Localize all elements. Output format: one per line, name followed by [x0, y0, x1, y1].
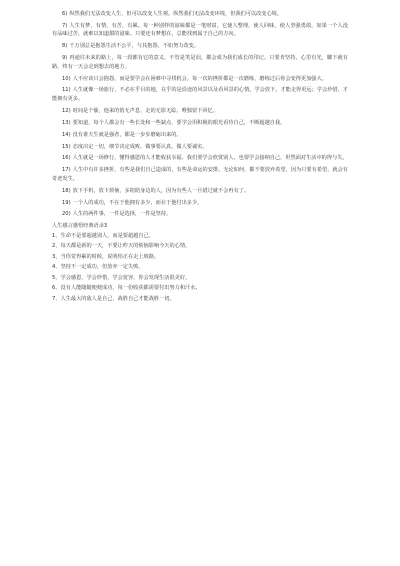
- list-item: 1、生命不是要超越别人，而是要超越自己。: [52, 232, 154, 239]
- paragraph: 9) 再通往未来的路上，每一段都有它的意义，不管是笑是泪，都会成为我们成长的印记。只要肯坚持，心里有光，脚下就有路，终有一天会走到想去的地方。: [52, 55, 348, 70]
- section-heading: 人生感言感悟经典语录3: [52, 223, 108, 230]
- paragraph: 12) 时间是个偷，他来的悄无声息，走的无影无踪，唯独留下回忆。: [62, 107, 218, 114]
- paragraph: 11) 人生就像一场旅行，不必在乎目的地，在乎的是沿途的风景以及看风景的心情。学会放下，才能走得更远；学会珍惜，才能拥有更多。: [52, 87, 348, 102]
- paragraph: 7) 人生有梦，有情，有苦，有累。每一种别样的滋味都是一笔财富，它使人整理，使人回味，使人坚强勇敢。如果一个人没有品味过苦，就难以知道甜的滋味。只要还有梦想在，总能找到属于自己的方向。: [52, 22, 348, 38]
- paragraph: 16) 人生就是一场修行，懂得感恩的人才能收获幸福。我们要学会欣赏别人，也要学会接纳自己，坦然面对生活中的得与失。: [62, 155, 348, 162]
- list-item: 5、学会感恩，学会珍惜，学会宽容，你会发现生活很美好。: [52, 274, 191, 281]
- list-item: 4、坚持不一定成功，但放弃一定失败。: [52, 264, 144, 271]
- list-item: 2、每天都是新的一天，不要让昨天的烦恼影响今天的心情。: [52, 243, 191, 250]
- paragraph-list: [52, 10, 348, 219]
- paragraph: 15) 态度决定一切，细节决定成败。做事要认真，做人要诚实。: [62, 143, 208, 150]
- paragraph: 8) 千万别总是抱怨生活不公平，与其抱怨，不如努力改变。: [62, 43, 200, 50]
- paragraph: 6) 纵然我们无法改变人生，但可以改变人生观。纵然我们无法改变环境，但我们可以改变心境。: [62, 11, 283, 17]
- paragraph: 20) 人生的两件事，一件是选择，一件是坚持。: [62, 211, 172, 218]
- paragraph: 13) 要知道，每个人都会有一些长处和一些缺点，要学会用积极的眼光看待自己，不断超越自我。: [62, 119, 286, 126]
- paragraph: 17) 人生中有许多挫折，有些是我们自己造成的，有些是命运的安排。无论如何，都不要放弃希望，因为只要有希望，就会有奇迹发生。: [52, 167, 348, 182]
- list-item: 7、人生最大的敌人是自己，战胜自己才能战胜一切。: [52, 295, 175, 302]
- paragraph: 14) 没有谁天生就是强者，都是一步步磨砺出来的。: [62, 131, 182, 138]
- paragraph: 18) 放下手机，放下烦恼，多陪陪身边的人，因为有些人一旦错过就不会再有了。: [62, 187, 250, 194]
- list-item: 3、当你觉得累的时候，说明你正在走上坡路。: [52, 253, 160, 260]
- paragraph: 19) 一个人的成功，不在于他拥有多少，而在于他付出多少。: [62, 199, 203, 206]
- list-item: 6、没有人能随随便便成功，每一份收获都需要付出努力和汗水。: [52, 285, 201, 292]
- numbered-list: [52, 232, 348, 304]
- paragraph: 10) 人不应该只会抱怨，而是要学会在困难中寻找机会。每一次的挫折都是一次磨练，磨练过后你会变得更加强大。: [62, 75, 327, 82]
